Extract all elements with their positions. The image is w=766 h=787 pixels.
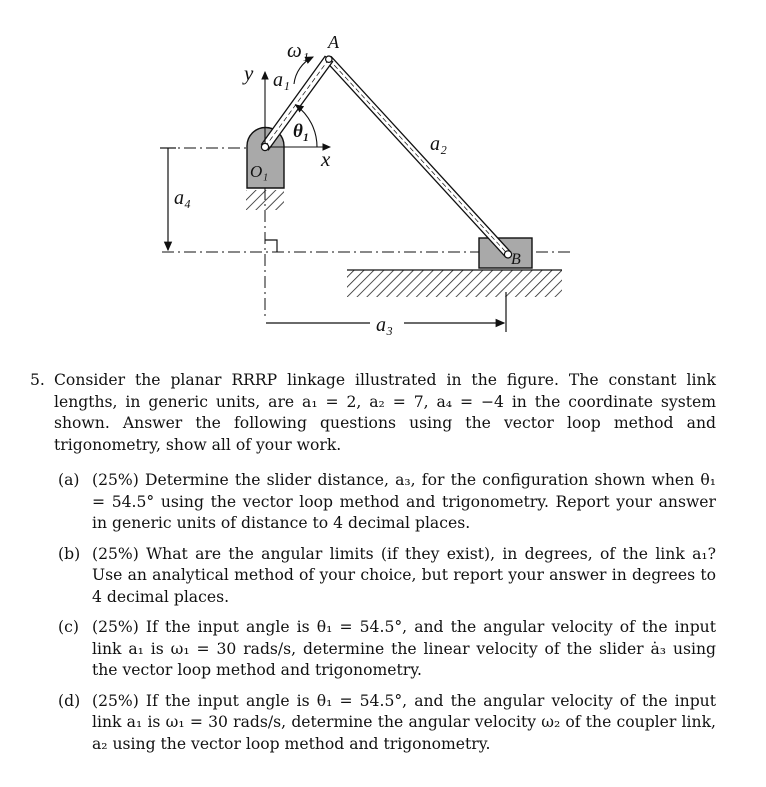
- label-a-point: A: [328, 32, 339, 52]
- slider-ground-hatch: [347, 270, 562, 297]
- problem-parts: [58, 470, 716, 755]
- pin-a: [326, 56, 332, 62]
- part-label: (a): [58, 471, 80, 489]
- problem-number: 5.: [30, 371, 45, 389]
- label-a2: a₂: [430, 133, 447, 155]
- label-a3: a₃: [376, 314, 393, 336]
- label-y-axis: y: [244, 61, 254, 85]
- problem-part-b: [58, 544, 716, 609]
- label-a4: a₄: [174, 187, 191, 209]
- right-angle-mark: [265, 240, 277, 252]
- problem-intro-text: Consider the planar RRRP linkage illustrated in the figure. The constant link lengths, in generic units, are a₁ = 2, a₂ = 7, a₄ = −4 in the coordinate system shown. Answer the following questions using the vector loop method and trigonometry, show all of your work.: [54, 371, 716, 454]
- label-theta1: θ₁: [293, 121, 310, 142]
- part-text: (25%) Determine the slider distance, a₃, for the configuration shown when θ₁ = 54.5° using the vector loop method and trigonometry. Report your answer in generic units of distance to 4 decimal places.: [92, 471, 716, 532]
- problem-intro: [30, 370, 716, 456]
- label-b-point: B: [511, 251, 521, 268]
- part-label: (c): [58, 618, 79, 636]
- problem-statement: [30, 370, 716, 764]
- part-text: (25%) If the input angle is θ₁ = 54.5°, and the angular velocity of the input link a₁ is ω₁ = 30 rads/s, determine the angular velocity ω₂ of the coupler link, a₂ using the vector loop method and trigonometry.: [92, 691, 716, 753]
- problem-part-c: [58, 617, 716, 682]
- label-o1: O₁: [250, 162, 269, 181]
- problem-part-a: [58, 470, 716, 535]
- label-a1: a₁: [273, 69, 290, 91]
- pin-o1: [261, 143, 268, 150]
- problem-part-d: [58, 691, 716, 756]
- label-x-axis: x: [321, 147, 331, 171]
- part-text: (25%) If the input angle is θ₁ = 54.5°, and the angular velocity of the input link a₁ is ω₁ = 30 rads/s, determine the linear velocity of the slider ȧ₃ using the vector loop method and trigonometry.: [92, 618, 716, 679]
- label-omega1: ω₁: [287, 38, 310, 62]
- linkage-figure: [0, 0, 766, 345]
- part-label: (b): [58, 544, 81, 563]
- part-label: (d): [58, 691, 81, 710]
- part-text: (25%) What are the angular limits (if they exist), in degrees, of the link a₁? Use an analytical method of your choice, but report your answer in degrees to 4 decimal places.: [92, 544, 716, 606]
